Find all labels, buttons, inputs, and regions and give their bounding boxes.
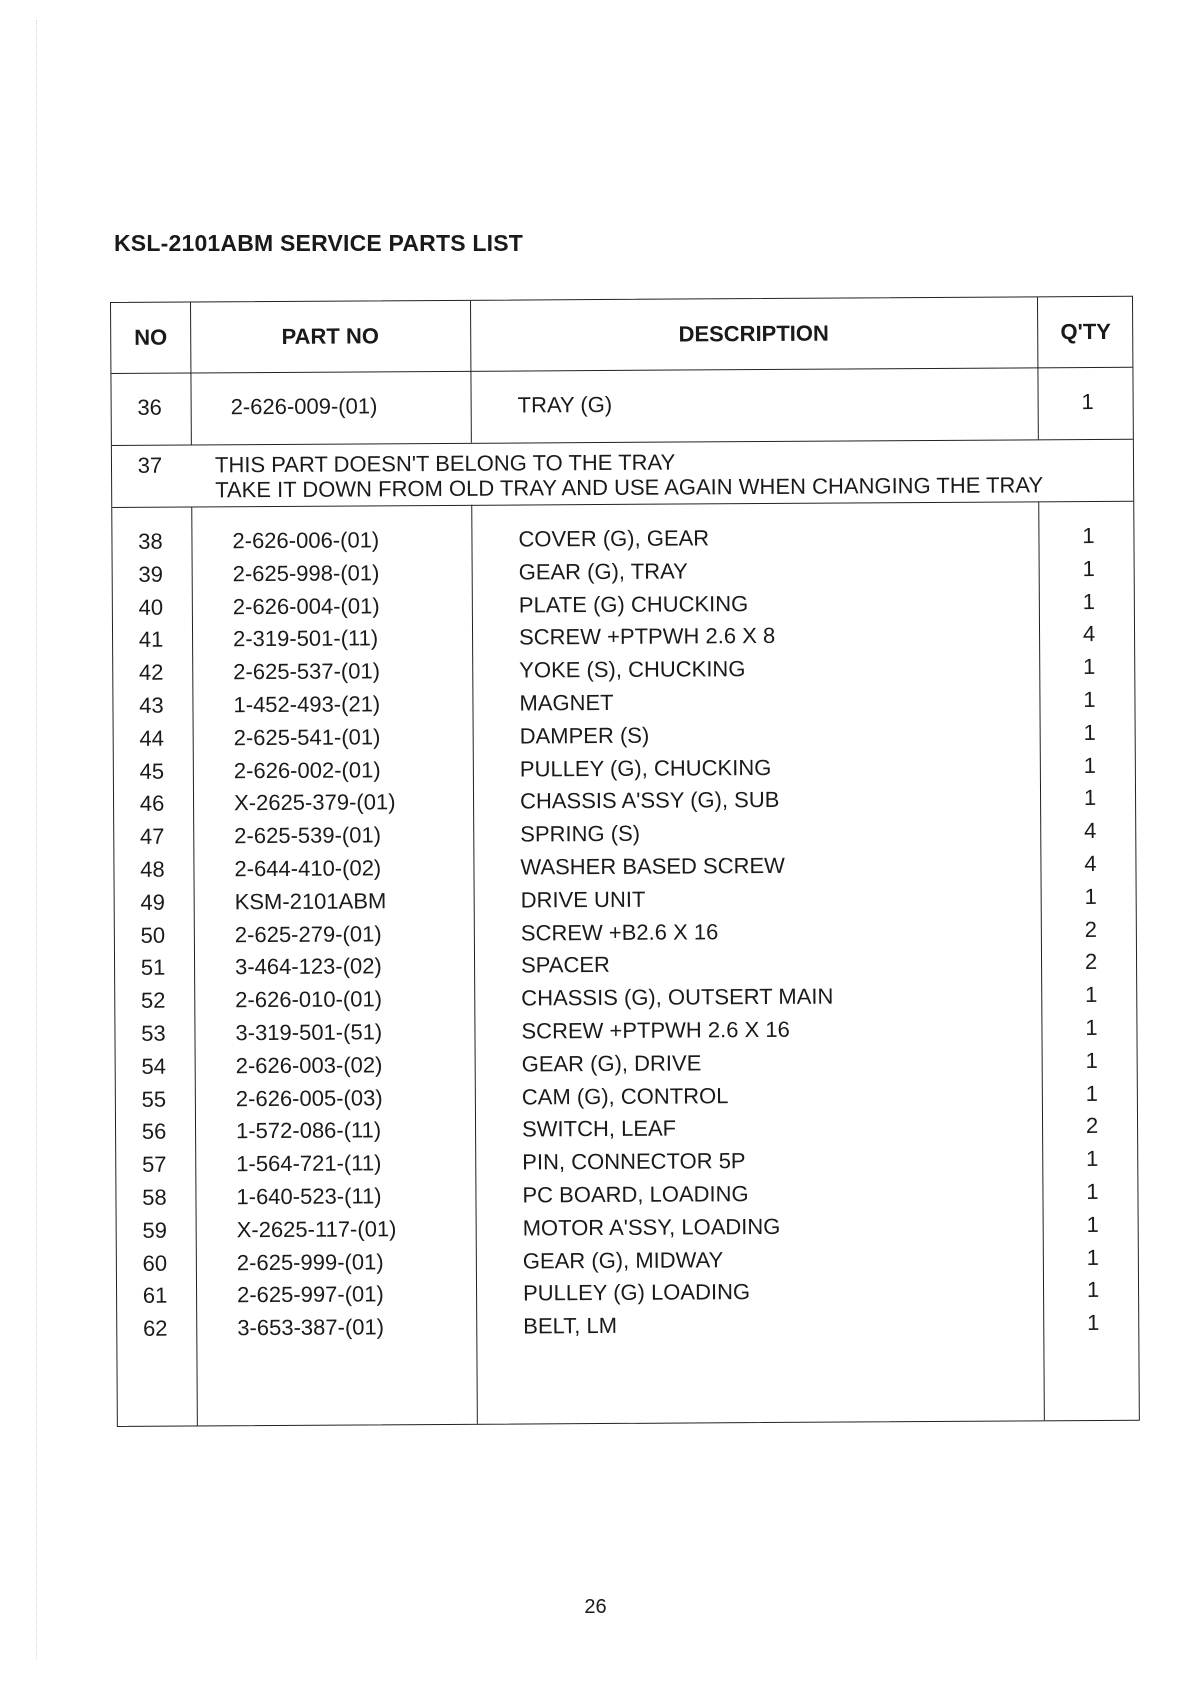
row-no: 46 [139, 791, 165, 817]
row-no: 59 [142, 1217, 167, 1243]
row-part-no: 2-626-003-(02) [235, 1052, 383, 1079]
row-no: 60 [142, 1250, 168, 1276]
note-line-1: THIS PART DOESN'T BELONG TO THE TRAY [214, 449, 676, 478]
row-no: 42 [138, 659, 164, 686]
row-qty: 1 [1083, 719, 1096, 745]
note-no: 37 [137, 452, 163, 478]
row-qty: 4 [1082, 621, 1096, 647]
row-no: 44 [139, 725, 164, 751]
row-qty: 1 [1082, 522, 1095, 549]
parts-table [110, 296, 1140, 1427]
row-description: BELT, LM [523, 1313, 618, 1339]
row-qty: 1 [1086, 1178, 1099, 1205]
table-row [117, 1310, 1138, 1351]
row-no: 53 [141, 1020, 166, 1046]
row-no: 48 [140, 856, 165, 882]
row-no: 54 [141, 1053, 166, 1079]
row-description: MOTOR A'SSY, LOADING [522, 1213, 781, 1241]
row-part-no: 2-319-501-(11) [232, 625, 379, 652]
row-qty: 1 [1086, 1211, 1099, 1237]
row-no: 49 [140, 889, 165, 915]
row-qty: 1 [1086, 1244, 1100, 1270]
header-description: DESCRIPTION [678, 320, 829, 347]
row-part-no: 2-625-541-(01) [233, 724, 381, 751]
row-no: 58 [142, 1184, 167, 1210]
row-description: GEAR (G), DRIVE [521, 1050, 702, 1077]
row-no: 38 [138, 528, 163, 554]
row-no: 55 [141, 1086, 167, 1112]
row-qty: 1 [1086, 1277, 1100, 1303]
row-description: SPRING (S) [520, 820, 641, 847]
row-qty: 1 [1087, 1310, 1100, 1336]
row-qty: 1 [1083, 752, 1097, 778]
row-qty: 1 [1083, 785, 1097, 811]
row-description: PLATE (G) CHUCKING [518, 590, 749, 618]
row-part-no: 2-626-006-(01) [232, 527, 380, 554]
row-qty: 1 [1083, 686, 1096, 713]
row-part-no: X-2625-379-(01) [233, 789, 396, 816]
row-description: DAMPER (S) [519, 722, 650, 749]
row-description: PULLEY (G), CHUCKING [519, 754, 772, 782]
row-part-no: 2-626-009-(01) [230, 393, 378, 420]
row-no: 39 [138, 561, 163, 587]
row-description: YOKE (S), CHUCKING [519, 656, 746, 683]
row36-divider [112, 439, 1133, 446]
row-description: CAM (G), CONTROL [521, 1082, 729, 1110]
row-part-no: 1-640-523-(11) [236, 1183, 382, 1210]
row-qty: 2 [1085, 1113, 1099, 1139]
row-description: PIN, CONNECTOR 5P [522, 1148, 746, 1175]
row-part-no: 2-626-005-(03) [235, 1084, 383, 1111]
page-number: 26 [584, 1596, 607, 1618]
row-no: 51 [140, 955, 166, 981]
row-qty: 1 [1085, 1014, 1098, 1041]
row-description: PC BOARD, LOADING [522, 1181, 749, 1208]
row-part-no: 1-572-086-(11) [235, 1117, 382, 1144]
row-part-no: 2-625-998-(01) [232, 560, 380, 587]
row-description: TRAY (G) [517, 391, 613, 418]
row-description: WASHER BASED SCREW [520, 852, 785, 880]
row-description: PULLEY (G) LOADING [522, 1279, 751, 1306]
row-part-no: 2-625-997-(01) [236, 1281, 384, 1308]
row-qty: 1 [1086, 1146, 1099, 1172]
row-part-no: 2-625-539-(01) [234, 822, 382, 849]
row-no: 62 [142, 1315, 168, 1342]
header-no: NO [134, 324, 168, 350]
row-no: 43 [139, 692, 164, 718]
row-description: SCREW +B2.6 X 16 [520, 918, 719, 946]
row-part-no: 3-653-387-(01) [237, 1314, 385, 1341]
row-qty: 1 [1085, 982, 1098, 1008]
note-line-2: TAKE IT DOWN FROM OLD TRAY AND USE AGAIN WHEN CHANGING THE TRAY [215, 472, 1044, 503]
header-part-no: PART NO [281, 323, 379, 349]
row-qty: 1 [1082, 555, 1095, 581]
row-qty: 4 [1084, 850, 1097, 877]
row-qty: 2 [1084, 916, 1098, 942]
row-description: MAGNET [519, 689, 614, 716]
row-description: DRIVE UNIT [520, 886, 646, 913]
row-qty: 1 [1084, 883, 1097, 909]
row-no: 45 [139, 758, 165, 784]
row-part-no: 2-644-410-(02) [234, 855, 382, 882]
row-description: SCREW +PTPWH 2.6 X 16 [521, 1016, 790, 1044]
row-part-no: 1-564-721-(11) [236, 1150, 382, 1177]
row-description: COVER (G), GEAR [518, 525, 710, 552]
row-no: 41 [138, 627, 164, 653]
row-qty: 1 [1085, 1080, 1099, 1106]
row-part-no: 1-452-493-(21) [233, 691, 381, 718]
row-no: 47 [139, 823, 165, 850]
row-qty: 1 [1085, 1047, 1098, 1073]
row-description: SCREW +PTPWH 2.6 X 8 [518, 623, 776, 650]
row-no: 50 [140, 922, 166, 948]
row-part-no: 3-319-501-(51) [235, 1019, 383, 1046]
row-part-no: 2-626-010-(01) [235, 986, 383, 1013]
scan-margin-marks [36, 20, 37, 1660]
row-no: 52 [140, 987, 166, 1014]
row-description: CHASSIS A'SSY (G), SUB [519, 787, 780, 814]
row-description: SPACER [520, 952, 610, 978]
row-part-no: 2-625-279-(01) [234, 920, 382, 947]
row-qty: 1 [1083, 654, 1096, 680]
row-no: 36 [137, 394, 162, 420]
row-part-no: X-2625-117-(01) [236, 1216, 397, 1243]
row-part-no: KSM-2101ABM [234, 888, 387, 915]
row-description: GEAR (G), TRAY [518, 558, 688, 585]
row-part-no: 2-626-004-(01) [232, 592, 380, 619]
row-no: 61 [142, 1283, 168, 1309]
row-no: 40 [138, 594, 164, 620]
row-qty: 4 [1084, 818, 1097, 844]
row-part-no: 2-626-002-(01) [233, 756, 381, 783]
row-no: 56 [141, 1119, 167, 1145]
row-part-no: 2-625-537-(01) [233, 658, 381, 685]
row-description: CHASSIS (G), OUTSERT MAIN [521, 983, 834, 1011]
row-qty: 1 [1081, 388, 1094, 415]
header-qty: Q'TY [1060, 318, 1112, 345]
row-part-no: 2-625-999-(01) [236, 1248, 384, 1275]
row-description: SWITCH, LEAF [521, 1115, 677, 1142]
row-description: GEAR (G), MIDWAY [522, 1246, 724, 1274]
row-qty: 1 [1082, 588, 1096, 614]
row-no: 57 [141, 1151, 167, 1178]
page-title: KSL-2101ABM SERVICE PARTS LIST [114, 230, 524, 256]
row-part-no: 3-464-123-(02) [234, 953, 382, 980]
parts-rows [112, 522, 1133, 1342]
row-qty: 2 [1084, 949, 1098, 975]
